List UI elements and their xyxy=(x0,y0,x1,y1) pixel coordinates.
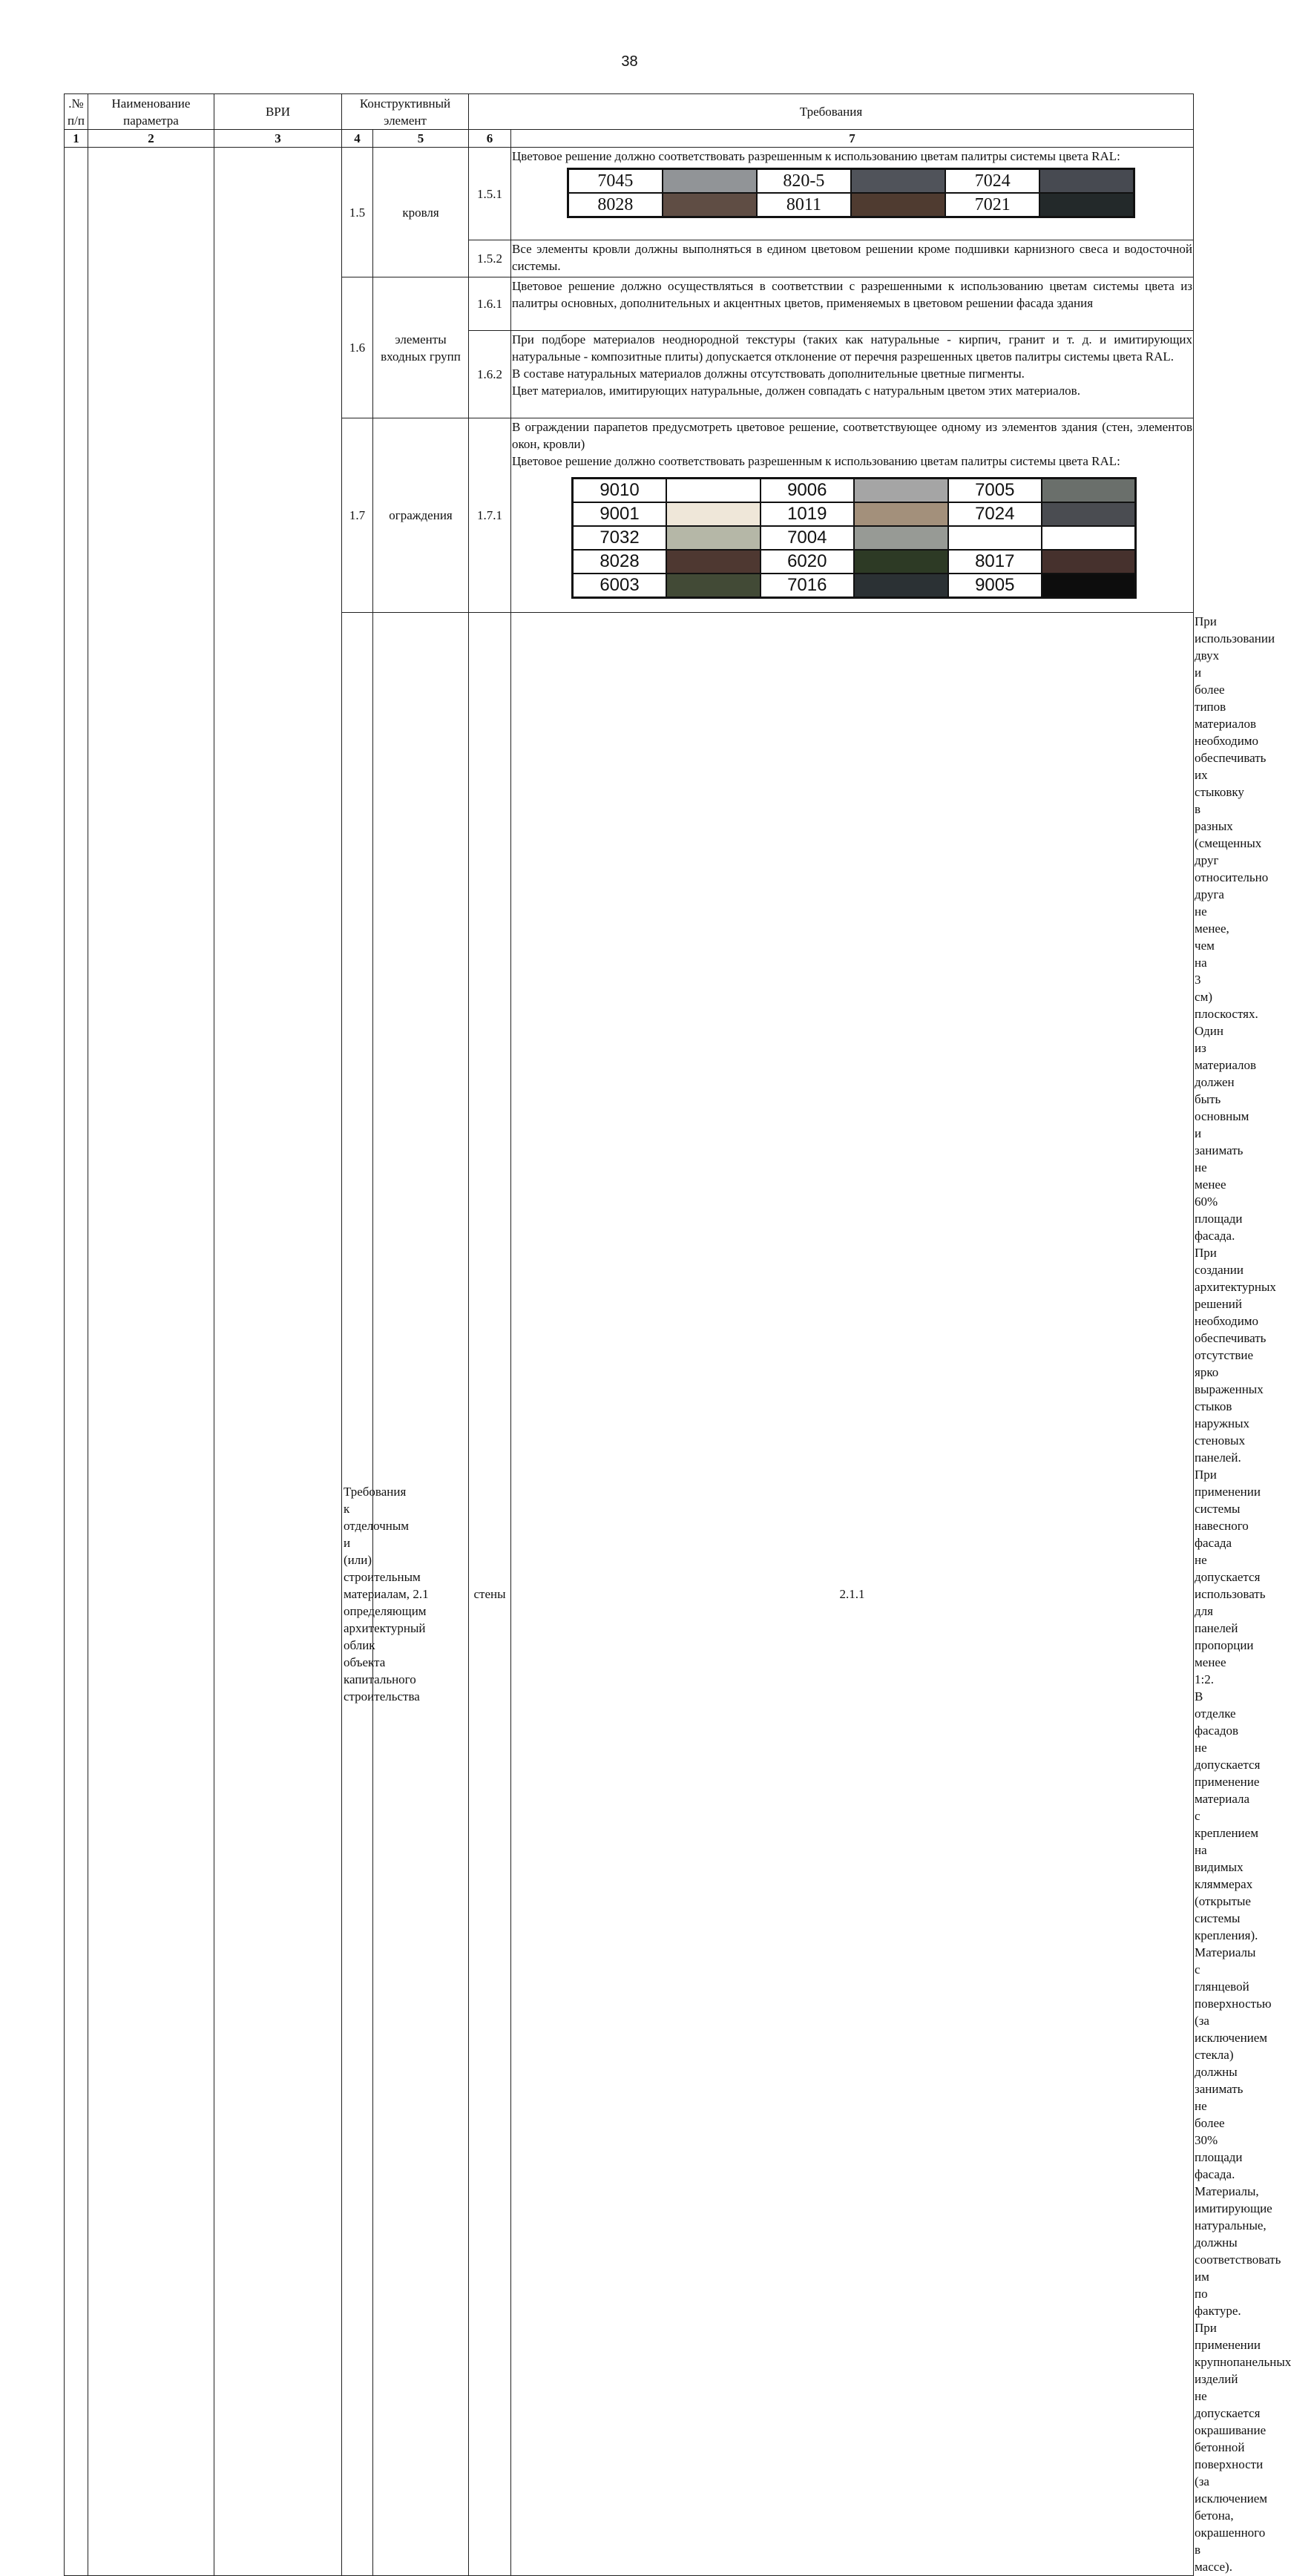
header-vri: ВРИ xyxy=(214,94,342,130)
column-number: 3 xyxy=(214,130,342,148)
color-swatch xyxy=(666,574,761,598)
ral-code: 7005 xyxy=(948,479,1042,503)
color-swatch xyxy=(1042,574,1136,598)
palette-row xyxy=(568,169,1134,194)
color-swatch xyxy=(1042,502,1136,526)
palette-row xyxy=(573,526,1136,550)
ral-code: 7045 xyxy=(568,169,663,194)
color-swatch xyxy=(1039,169,1134,194)
header-requirements: Требования xyxy=(469,94,1194,130)
requirement-paragraph: При подборе материалов неоднородной текстуры (таких как натуральные - кирпич, гранит и т. д. и имитирующих натуральные - композитные плиты) допускается отклонение от перечня разрешенных цветов палитры системы цвета RAL. xyxy=(512,332,1193,364)
color-swatch xyxy=(854,479,948,503)
color-swatch xyxy=(663,193,757,217)
section-number: 1.6 xyxy=(342,277,373,418)
ral-code: 7016 xyxy=(761,574,855,598)
requirement-text xyxy=(511,418,1194,613)
requirement-number: 1.7.1 xyxy=(469,418,511,613)
section-name: стены xyxy=(469,613,511,2576)
color-swatch xyxy=(1039,193,1134,217)
requirement-number: 1.5.1 xyxy=(469,148,511,240)
column-number: 4 xyxy=(342,130,373,148)
header-parameter: Наименование параметра xyxy=(88,94,214,130)
ral-code: 7004 xyxy=(761,526,855,550)
ral-palette-fence xyxy=(571,477,1137,599)
ral-code: 6020 xyxy=(761,550,855,574)
column-number: 5 xyxy=(373,130,469,148)
color-swatch xyxy=(666,526,761,550)
header-number: .№ п/п xyxy=(65,94,88,130)
requirement-paragraph: В ограждении парапетов предусмотреть цветовое решение, соответствующее одному из элементов здания (стен, элементов окон, кровли) xyxy=(512,420,1193,451)
page-number: 38 xyxy=(621,53,638,70)
column-numbers-row xyxy=(65,130,1194,148)
color-swatch xyxy=(854,574,948,598)
palette-row xyxy=(573,479,1136,503)
row-number-cell xyxy=(65,148,88,2576)
requirement-paragraph: Цветовое решение должно соответствовать разрешенным к использованию цветам палитры системы цвета RAL: xyxy=(512,454,1120,468)
requirement-number: 1.6.1 xyxy=(469,277,511,331)
column-number: 6 xyxy=(469,130,511,148)
requirement-text xyxy=(511,331,1194,418)
column-number: 2 xyxy=(88,130,214,148)
parameter-name: Требования к отделочным и (или) строительным материалам, определяющим архитектурный облик объекта капитального строительства xyxy=(342,613,373,2576)
color-swatch xyxy=(854,550,948,574)
requirements-table: .№ п/п Наименование параметра ВРИ Конструктивный элемент Требования 1 2 3 4 5 6 7 1.5 кровля 1.5.1 Цветовое решение должно соответствовать разрешенным к использованию цветам палитры системы цвета RAL: 7045 820-5 7024 8028 8011 7021 1.5.2 Все элементы кровли должны выполняться в едином цветовом решении кроме подшивки карнизного свеса и водосточной системы. 1.6 элементы входных групп 1.6.1 Цветовое решение должно осуществляться в соответствии с разрешенными к использованию цветам системы цвета из палитры основных, дополнительных и акцентных цветов, применяемых в цветовом решении фасада здания 1.6.2 При подборе материалов неоднородной текстуры (таких как натуральные - кирпич, гранит и т. д. и имитирующих натуральные - композитные плиты) допускается отклонение от перечня разрешенных цветов палитры системы цвета RAL. В составе натуральных материалов должны отсутствовать дополнительные цветные пигменты. Цвет материалов, имитирующих натуральные, должен совпадать с натуральным цветом этих материалов. 1.7 ограждения 1.7.1 В ограждении парапетов предусмотреть цветовое решение, соответствующее одному из элементов здания (стен, элементов окон, кровли) Цветовое решение должно соответствовать разрешенным к использованию цветам палитры системы цвета RAL: 9010 9006 7005 9001 1019 7024 7032 7004 8028 6020 8017 6003 7016 9005 Требования к отделочным и (или) строительным материалам, определяющим архитектурный облик объекта капитального строительства 2.1 стены 2.1.1 При использовании двух и более типов материалов необходимо обеспечивать их стыковку в разных (смещенных друг относительно друга не менее, чем на 3 см) плоскостях. Один из материалов должен быть основным и занимать не менее 60% площади фасада. При создании архитектурных решений необходимо обеспечивать отсутствие ярко выраженных стыков наружных стеновых панелей. При применении системы навесного фасада не допускается использовать для панелей пропорции менее 1:2. В отделке фасадов не допускается применение материала с креплением на видимых кляммерах (открытые системы крепления). Материалы с глянцевой поверхностью (за исключением стекла) должны занимать не более 30% площади фасада. Материалы, имитирующие натуральные, должны соответствовать им по фактуре. При применении крупнопанельных изделий не допускается окрашивание бетонной поверхности (за исключением бетона, окрашенного в массе). xyxy=(64,93,1194,2576)
requirement-paragraph: Цветовое решение должно осуществляться в соответствии с разрешенными к использованию цветам системы цвета из палитры основных, дополнительных и акцентных цветов, применяемых в цветовом решении фасада здания xyxy=(512,279,1193,310)
ral-code: 7021 xyxy=(945,193,1039,217)
ral-code: 9006 xyxy=(761,479,855,503)
palette-row xyxy=(573,550,1136,574)
color-swatch xyxy=(1042,550,1136,574)
color-swatch xyxy=(663,169,757,194)
ral-code: 9010 xyxy=(573,479,667,503)
section-name: элементы входных групп xyxy=(373,277,469,418)
ral-code: 7024 xyxy=(945,169,1039,194)
requirement-paragraph: Все элементы кровли должны выполняться в едином цветовом решении кроме подшивки карнизного свеса и водосточной системы. xyxy=(512,242,1193,273)
requirement-number: 1.6.2 xyxy=(469,331,511,418)
color-swatch xyxy=(854,502,948,526)
color-swatch xyxy=(854,526,948,550)
palette-row xyxy=(573,574,1136,598)
ral-code: 8017 xyxy=(948,550,1042,574)
color-swatch xyxy=(1042,479,1136,503)
requirement-paragraph: Цветовое решение должно соответствовать разрешенным к использованию цветам палитры системы цвета RAL: xyxy=(512,149,1120,163)
ral-code: 820-5 xyxy=(757,169,851,194)
ral-code: 8028 xyxy=(573,550,667,574)
ral-code: 9005 xyxy=(948,574,1042,598)
section-number: 2.1 xyxy=(373,613,469,2576)
palette-row xyxy=(568,193,1134,217)
ral-code: 1019 xyxy=(761,502,855,526)
ral-code: 6003 xyxy=(573,574,667,598)
column-number: 1 xyxy=(65,130,88,148)
requirement-text xyxy=(511,148,1194,240)
ral-code: 8011 xyxy=(757,193,851,217)
requirement-number: 2.1.1 xyxy=(511,613,1194,2576)
requirement-number: 1.5.2 xyxy=(469,240,511,277)
section-number: 1.5 xyxy=(342,148,373,277)
color-swatch xyxy=(666,550,761,574)
section-number: 1.7 xyxy=(342,418,373,613)
color-swatch xyxy=(666,479,761,503)
palette-row xyxy=(573,502,1136,526)
requirement-paragraph: В составе натуральных материалов должны отсутствовать дополнительные цветные пигменты. xyxy=(512,367,1025,381)
section-name: кровля xyxy=(373,148,469,277)
color-swatch xyxy=(666,502,761,526)
section-name: ограждения xyxy=(373,418,469,613)
color-swatch xyxy=(1042,526,1136,550)
ral-code: 9001 xyxy=(573,502,667,526)
ral-code: 8028 xyxy=(568,193,663,217)
color-swatch xyxy=(851,169,945,194)
ral-code xyxy=(948,526,1042,550)
requirement-text xyxy=(511,277,1194,331)
parameter-empty-cell xyxy=(88,148,214,2576)
requirement-text xyxy=(511,240,1194,277)
color-swatch xyxy=(851,193,945,217)
column-number: 7 xyxy=(511,130,1194,148)
header-element: Конструктивный элемент xyxy=(342,94,469,130)
ral-code: 7032 xyxy=(573,526,667,550)
ral-code: 7024 xyxy=(948,502,1042,526)
vri-cell xyxy=(214,148,342,2576)
requirement-paragraph: Цвет материалов, имитирующих натуральные, должен совпадать с натуральным цветом этих материалов. xyxy=(512,384,1080,398)
ral-palette-roof xyxy=(567,168,1135,218)
